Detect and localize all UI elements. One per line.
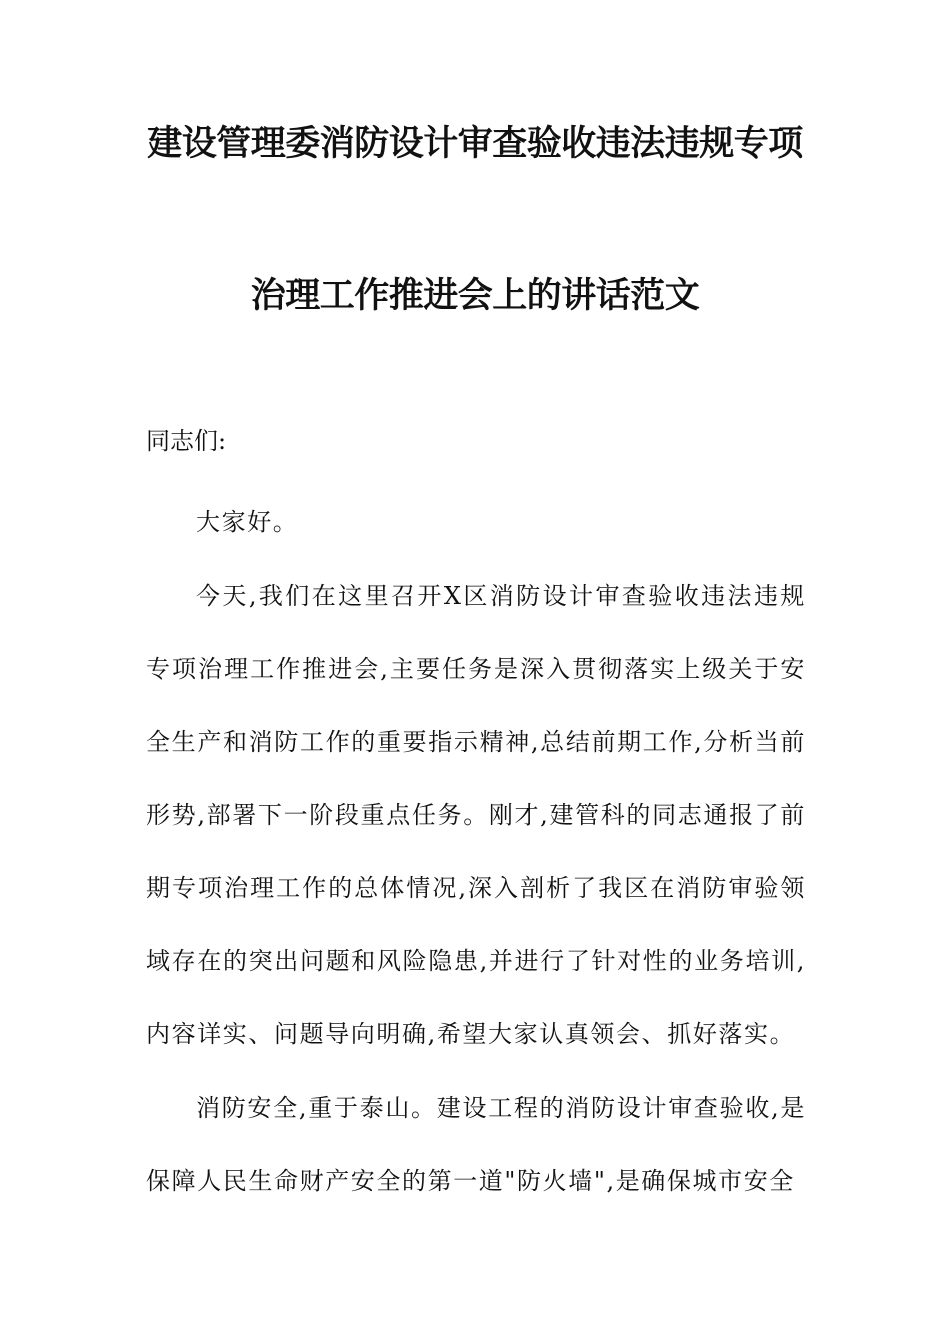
paragraph-fire-safety: 消防安全,重于泰山。建设工程的消防设计审查验收,是保障人民生命财产安全的第一道"防火墙",是确保城市安全 [146,1094,806,1195]
paragraph-greeting: 大家好。 [196,508,299,536]
salutation: 同志们: [146,427,227,455]
document-title-line-1: 建设管理委消防设计审查验收违法违规专项 [147,124,803,164]
paragraph-meeting-purpose: 今天,我们在这里召开X区消防设计审查验收违法违规专项治理工作推进会,主要任务是深入贯彻落实上级关于安全生产和消防工作的重要指示精神,总结前期工作,分析当前形势,部署下一阶段重点任务。刚才,建管科的同志通报了前期专项治理工作的总体情况,深入剖析了我区在消防审验领域存在的突出问题和风险隐患,并进行了针对性的业务培训,内容详实、问题导向明确,希望大家认真领会、抓好落实。 [146,582,806,1048]
document-title-line-2: 治理工作推进会上的讲话范文 [250,276,700,316]
